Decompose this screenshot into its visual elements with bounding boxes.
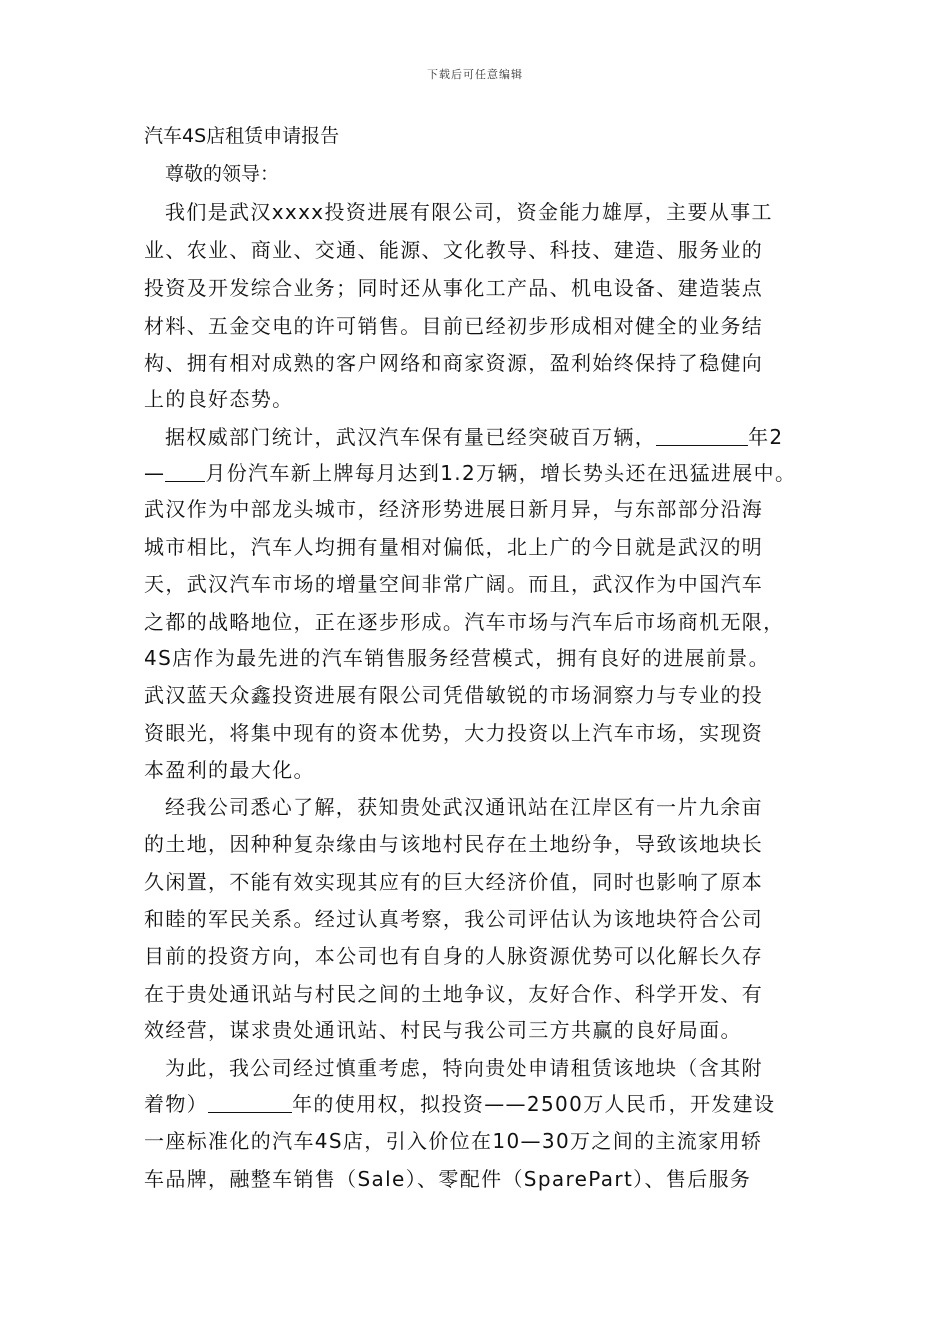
paragraph-line: 经我公司悉心了解，获知贵处武汉通讯站在江岸区有一片九余亩 xyxy=(165,795,763,819)
paragraph-line: 之都的战略地位，正在逐步形成。汽车市场与汽车后市场商机无限， xyxy=(144,610,785,634)
line-text: 年2 xyxy=(748,425,784,449)
paragraph-line: 4S店作为最先进的汽车销售服务经营模式，拥有良好的进展前景。 xyxy=(144,646,770,670)
line-text: 着物） xyxy=(144,1092,209,1116)
paragraph-line: 目前的投资方向，本公司也有自身的人脉资源优势可以化解长久存 xyxy=(144,944,764,968)
line-text: — xyxy=(144,461,166,485)
fill-in-blank xyxy=(165,461,205,482)
paragraph-line: 天，武汉汽车市场的增量空间非常广阔。而且，武汉作为中国汽车 xyxy=(144,572,764,596)
paragraph-line xyxy=(144,458,824,488)
paragraph-line: 上的良好态势。 xyxy=(144,387,294,411)
fill-in-blank xyxy=(656,425,748,446)
paragraph-line: 和睦的军民关系。经过认真考察，我公司评估认为该地块符合公司 xyxy=(144,907,764,931)
paragraph-line: 业、农业、商业、交通、能源、文化教导、科技、建造、服务业的 xyxy=(144,238,764,262)
header-note: 下载后可任意编辑 xyxy=(427,68,523,81)
paragraph-line: 资眼光，将集中现有的资本优势，大力投资以上汽车市场，实现资 xyxy=(144,721,764,745)
paragraph-line: 我们是武汉xxxx投资进展有限公司，资金能力雄厚，主要从事工 xyxy=(165,200,773,224)
line-text: 据权威部门统计，武汉汽车保有量已经突破百万辆， xyxy=(165,425,657,449)
paragraph-line: 在于贵处通讯站与村民之间的土地争议，友好合作、科学开发、有 xyxy=(144,982,764,1006)
paragraph-line: 的土地，因种种复杂缘由与该地村民存在土地纷争，导致该地块长 xyxy=(144,832,764,856)
paragraph-line: 车品牌，融整车销售（Sale）、零配件（SparePart）、售后服务 xyxy=(144,1167,752,1191)
fill-in-blank xyxy=(208,1092,292,1113)
paragraph-line: 构、拥有相对成熟的客户网络和商家资源，盈利始终保持了稳健向 xyxy=(144,351,764,375)
paragraph-line: 材料、五金交电的许可销售。目前已经初步形成相对健全的业务结 xyxy=(144,314,764,338)
document-title: 汽车4S店租赁申请报告 xyxy=(144,125,340,147)
line-text: 年的使用权，拟投资——2500万人民币，开发建设 xyxy=(292,1092,776,1116)
paragraph-line: 投资及开发综合业务；同时还从事化工产品、机电设备、建造装点 xyxy=(144,276,764,300)
salutation: 尊敬的领导： xyxy=(165,163,280,185)
paragraph-line: 本盈利的最大化。 xyxy=(144,758,315,782)
paragraph-line xyxy=(144,1089,824,1119)
paragraph-line: 武汉作为中部龙头城市，经济形势进展日新月异，与东部部分沿海 xyxy=(144,497,764,521)
paragraph-line: 一座标准化的汽车4S店，引入价位在10—30万之间的主流家用轿 xyxy=(144,1129,763,1153)
line-text: 月份汽车新上牌每月达到1.2万辆，增长势头还在迅猛进展中。 xyxy=(205,461,797,485)
paragraph-line: 效经营，谋求贵处通讯站、村民与我公司三方共赢的良好局面。 xyxy=(144,1018,742,1042)
paragraph-line: 为此，我公司经过慎重考虑，特向贵处申请租赁该地块（含其附 xyxy=(165,1056,763,1080)
paragraph-line: 久闲置，不能有效实现其应有的巨大经济价值，同时也影响了原本 xyxy=(144,870,764,894)
paragraph-line xyxy=(165,422,824,452)
paragraph-line: 武汉蓝天众鑫投资进展有限公司凭借敏锐的市场洞察力与专业的投 xyxy=(144,683,764,707)
paragraph-line: 城市相比，汽车人均拥有量相对偏低，北上广的今日就是武汉的明 xyxy=(144,535,764,559)
